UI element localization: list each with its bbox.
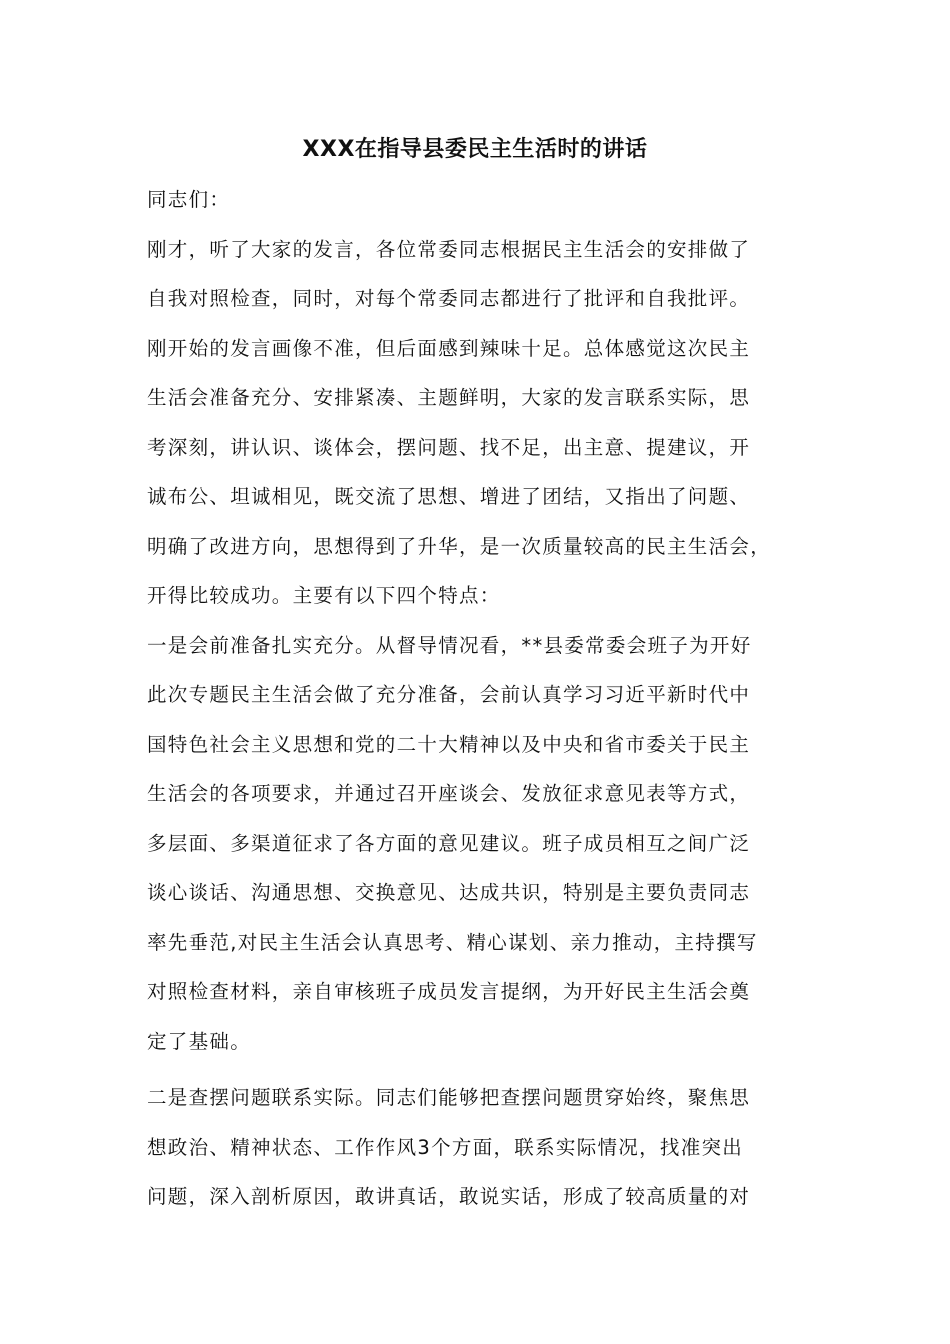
- text-line: 明确了改进方向，思想得到了升华，是一次质量较高的民主生活会，: [147, 534, 772, 558]
- text-line: 对照检查材料，亲自审核班子成员发言提纲，为开好民主生活会奠: [147, 980, 751, 1003]
- paragraph: [147, 225, 827, 621]
- text-line: 多层面、多渠道征求了各方面的意见建议。班子成员相互之间广泛: [147, 831, 751, 855]
- paragraph: [147, 621, 827, 1067]
- text-line: 谈心谈话、沟通思想、交换意见、达成共识，特别是主要负责同志: [147, 881, 751, 904]
- text-line: 考深刻，讲认识、谈体会，摆问题、找不足，出主意、提建议，开: [147, 435, 751, 459]
- text-line: 同志们：: [147, 188, 231, 211]
- paragraph-gap: [147, 1066, 827, 1073]
- document-body: [147, 175, 827, 1222]
- text-line: 国特色社会主义思想和党的二十大精神以及中央和省市委关于民主: [147, 732, 751, 756]
- paragraph: [147, 1073, 827, 1222]
- text-line: 刚开始的发言画像不准，但后面感到辣味十足。总体感觉这次民主: [147, 336, 751, 360]
- text-line: 生活会的各项要求，并通过召开座谈会、发放征求意见表等方式，: [147, 782, 751, 805]
- text-line: 生活会准备充分、安排紧凑、主题鲜明，大家的发言联系实际，思: [147, 386, 751, 409]
- document-title: XXX在指导县委民主生活时的讲话: [302, 137, 648, 162]
- text-line: 诚布公、坦诚相见，既交流了思想、增进了团结，又指出了问题、: [147, 485, 751, 508]
- text-line: 自我对照检查，同时，对每个常委同志都进行了批评和自我批评。: [147, 287, 751, 310]
- text-line: 刚才，听了大家的发言，各位常委同志根据民主生活会的安排做了: [147, 237, 751, 261]
- text-line: 想政治、精神状态、工作作风3个方面，联系实际情况，找准突出: [147, 1135, 744, 1159]
- text-line: 此次专题民主生活会做了充分准备，会前认真学习习近平新时代中: [147, 683, 751, 706]
- text-line: 定了基础。: [147, 1029, 252, 1053]
- text-line: 率先垂范,对民主生活会认真思考、精心谋划、亲力推动，主持撰写: [147, 930, 758, 954]
- text-line: 一是会前准备扎实充分。从督导情况看，**县委常委会班子为开好: [147, 633, 752, 657]
- text-line: 二是查摆问题联系实际。同志们能够把查摆问题贯穿始终，聚焦思: [147, 1086, 751, 1109]
- text-line: 问题，深入剖析原因，敢讲真话，敢说实话，形成了较高质量的对: [147, 1185, 751, 1208]
- text-line: 开得比较成功。主要有以下四个特点：: [147, 584, 501, 607]
- paragraph: [147, 175, 827, 225]
